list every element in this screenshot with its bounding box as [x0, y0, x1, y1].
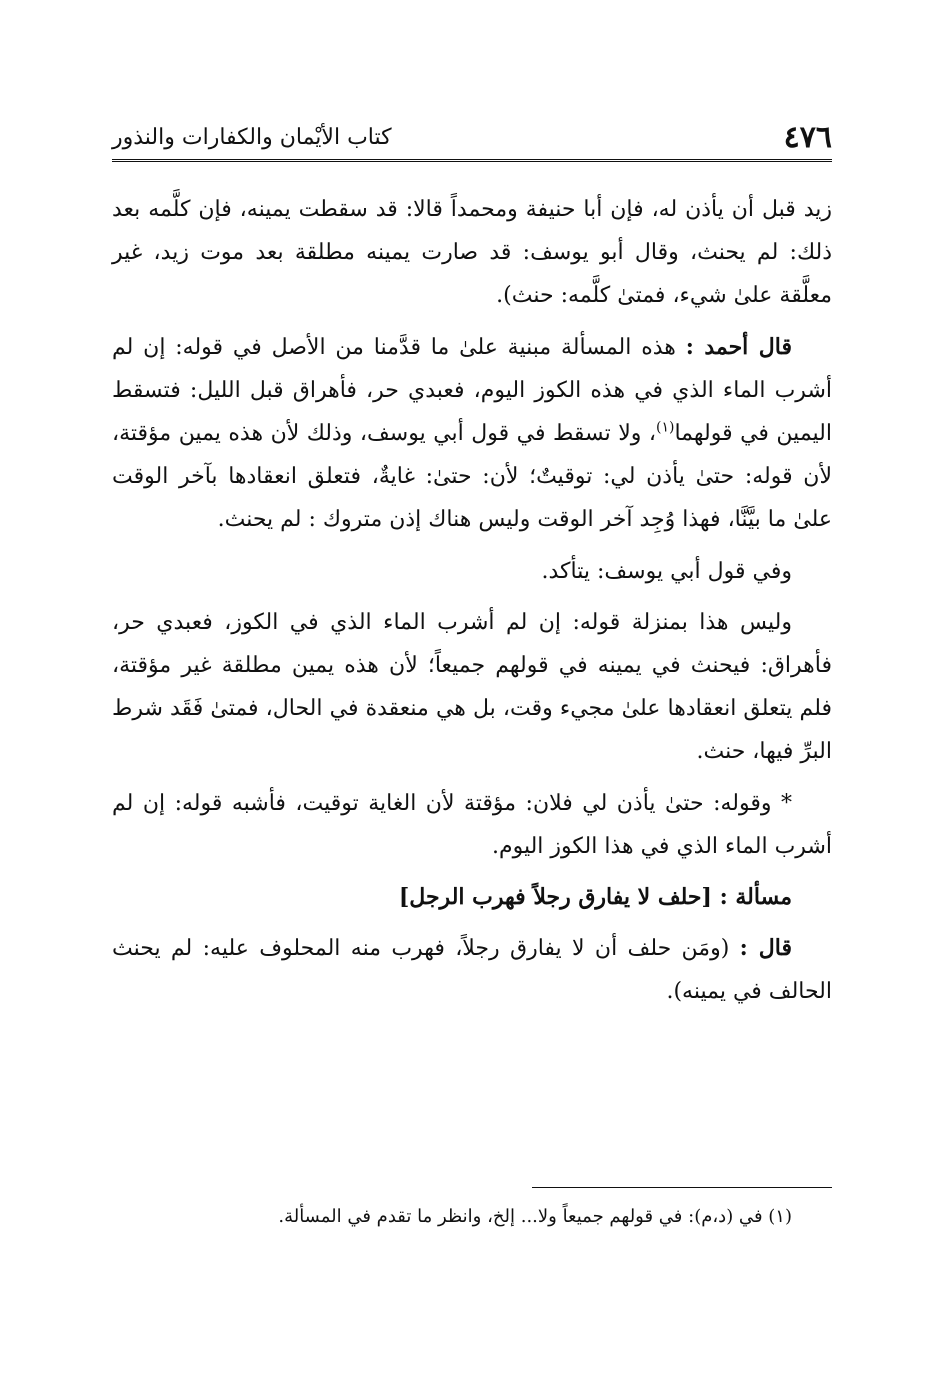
- paragraph: [112, 927, 832, 1013]
- footnote-rule: [532, 1187, 832, 1188]
- running-header: [112, 120, 832, 156]
- page-number: ٤٧٦: [783, 120, 832, 155]
- speaker-label: قال :: [739, 935, 793, 962]
- header-rule: [112, 159, 832, 162]
- paragraph-text: (ومَن حلف أن لا يفارق رجلاً، فهرب منه المحلوف عليه: لم يحنث الحالف في يمينه).: [112, 936, 832, 1005]
- section-heading: [112, 876, 832, 919]
- paragraph: * وقوله: حتىٰ يأذن لي فلان: مؤقتة لأن الغاية توقيت، فأشبه قوله: إن لم أشرب الماء الذي في هذا الكوز اليوم.: [112, 790, 832, 859]
- footnote: (١) في (د،م): في قولهم جميعاً ولا... إلخ، وانظر ما تقدم في المسألة.: [278, 1206, 792, 1227]
- paragraph: [112, 326, 832, 542]
- book-title: كتاب الأيْمان والكفارات والنذور: [112, 125, 392, 150]
- paragraph-text: ، ولا تسقط في قول أبي يوسف، وذلك لأن هذه يمين مؤقتة، لأن قوله: حتىٰ يأذن لي: توقيتٌ؛ لأن: حتىٰ: غايةٌ، فتعلق انعقادها بآخر الوقت علىٰ ما بيَّنَّا، فهذا وُجِد آخر الوقت وليس هناك إذن متروك : لم يحنث.: [112, 421, 832, 533]
- speaker-label: قال أحمد :: [685, 333, 792, 360]
- paragraph-text: هذه المسألة مبنية علىٰ ما قدَّمنا من الأصل في قوله: إن لم أشرب الماء الذي في هذه الكوز اليوم، فعبدي حر، فأهراق قبل الليل: فتسقط اليمين في قولهما: [112, 334, 832, 447]
- main-text: [112, 188, 832, 1022]
- heading-label: مسألة :: [719, 884, 792, 911]
- heading-title: [حلف لا يفارق رجلاً فهرب الرجل]: [398, 884, 720, 911]
- paragraph: وليس هذا بمنزلة قوله: إن لم أشرب الماء الذي في الكوز، فعبدي حر، فأهراق: فيحنث في يمينه في قولهم جميعاً؛ لأن هذه يمين مطلقة غير مؤقتة، فلم يتعلق انعقادها علىٰ مجيء وقت، بل هي منعقدة في الحال، فمتىٰ فَقَد شرط البرِّ فيها، حنث.: [112, 609, 832, 765]
- paragraph: وفي قول أبي يوسف: يتأكد.: [541, 558, 792, 584]
- paragraph: زيد قبل أن يأذن له، فإن أبا حنيفة ومحمداً قالا: قد سقطت يمينه، فإن كلَّمه بعد ذلك: لم يحنث، وقال أبو يوسف: قد صارت يمينه مطلقة بعد موت زيد، غير معلَّقة علىٰ شيء، فمتىٰ كلَّمه: حنث).: [112, 197, 832, 309]
- footnote-reference: (١): [655, 419, 675, 436]
